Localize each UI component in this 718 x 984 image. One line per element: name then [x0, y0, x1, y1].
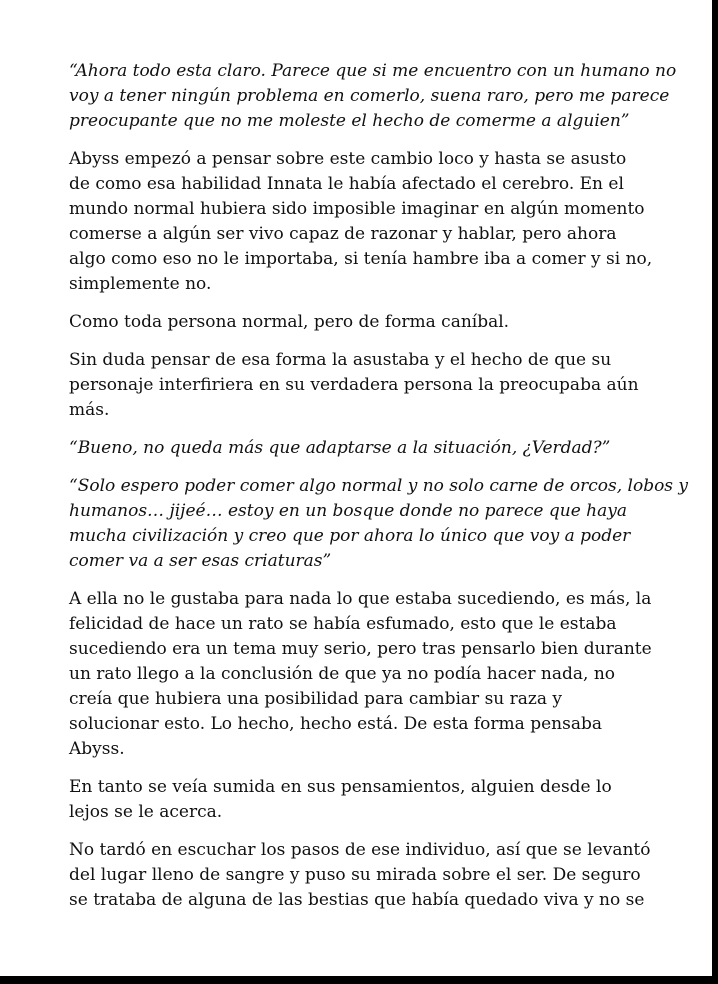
paragraph	[69, 775, 669, 825]
text-line: lejos se le acerca.	[69, 802, 223, 822]
text-line: mucha civilización y creo que por ahora lo único que voy a poder	[69, 526, 631, 546]
italic-paragraph	[69, 474, 689, 574]
text-line: mundo normal hubiera sido imposible imaginar en algún momento	[69, 199, 645, 219]
text-line: algo como eso no le importaba, si tenía hambre iba a comer y si no,	[69, 249, 653, 269]
text-line: No tardó en escuchar los pasos de ese individuo, así que se levantó	[69, 840, 651, 860]
paragraph	[69, 310, 669, 335]
paragraph	[69, 348, 669, 423]
paragraph	[69, 587, 669, 762]
text-line: simplemente no.	[69, 274, 212, 294]
text-line: más.	[69, 400, 110, 420]
text-line: En tanto se veía sumida en sus pensamientos, alguien desde lo	[69, 777, 612, 797]
text-line: “Bueno, no queda más que adaptarse a la situación, ¿Verdad?”	[69, 438, 611, 458]
text-line: Abyss.	[69, 739, 125, 759]
text-line: Sin duda pensar de esa forma la asustaba y el hecho de que su	[69, 350, 612, 370]
text-line: voy a tener ningún problema en comerlo, suena raro, pero me parece	[69, 86, 670, 106]
text-line: “Solo espero poder comer algo normal y no solo carne de orcos, lobos y	[69, 476, 689, 496]
text-line: sucediendo era un tema muy serio, pero tras pensarlo bien durante	[69, 639, 652, 659]
italic-paragraph	[69, 436, 669, 461]
document-body	[69, 59, 689, 926]
text-line: comerse a algún ser vivo capaz de razonar y hablar, pero ahora	[69, 224, 617, 244]
text-line: creía que hubiera una posibilidad para cambiar su raza y	[69, 689, 563, 709]
text-line: A ella no le gustaba para nada lo que estaba sucediendo, es más, la	[69, 589, 652, 609]
text-line: comer va a ser esas criaturas”	[69, 551, 332, 571]
text-line: un rato llego a la conclusión de que ya no podía hacer nada, no	[69, 664, 616, 684]
text-line: solucionar esto. Lo hecho, hecho está. De esta forma pensaba	[69, 714, 602, 734]
text-line: humanos… jijeé… estoy en un bosque donde no parece que haya	[69, 501, 627, 521]
text-line: “Ahora todo esta claro. Parece que si me encuentro con un humano no	[69, 61, 677, 81]
text-line: de como esa habilidad Innata le había afectado el cerebro. En el	[69, 174, 624, 194]
italic-paragraph	[69, 59, 677, 134]
paragraph	[69, 147, 669, 297]
text-line: Como toda persona normal, pero de forma caníbal.	[69, 312, 510, 332]
text-line: Abyss empezó a pensar sobre este cambio loco y hasta se asusto	[69, 149, 627, 169]
text-line: del lugar lleno de sangre y puso su mirada sobre el ser. De seguro	[69, 865, 641, 885]
paragraph	[69, 838, 669, 913]
text-line: felicidad de hace un rato se había esfumado, esto que le estaba	[69, 614, 617, 634]
text-line: se trataba de alguna de las bestias que había quedado viva y no se	[69, 890, 645, 910]
text-line: personaje interfiriera en su verdadera persona la preocupaba aún	[69, 375, 639, 395]
text-line: preocupante que no me moleste el hecho de comerme a alguien”	[69, 111, 630, 131]
